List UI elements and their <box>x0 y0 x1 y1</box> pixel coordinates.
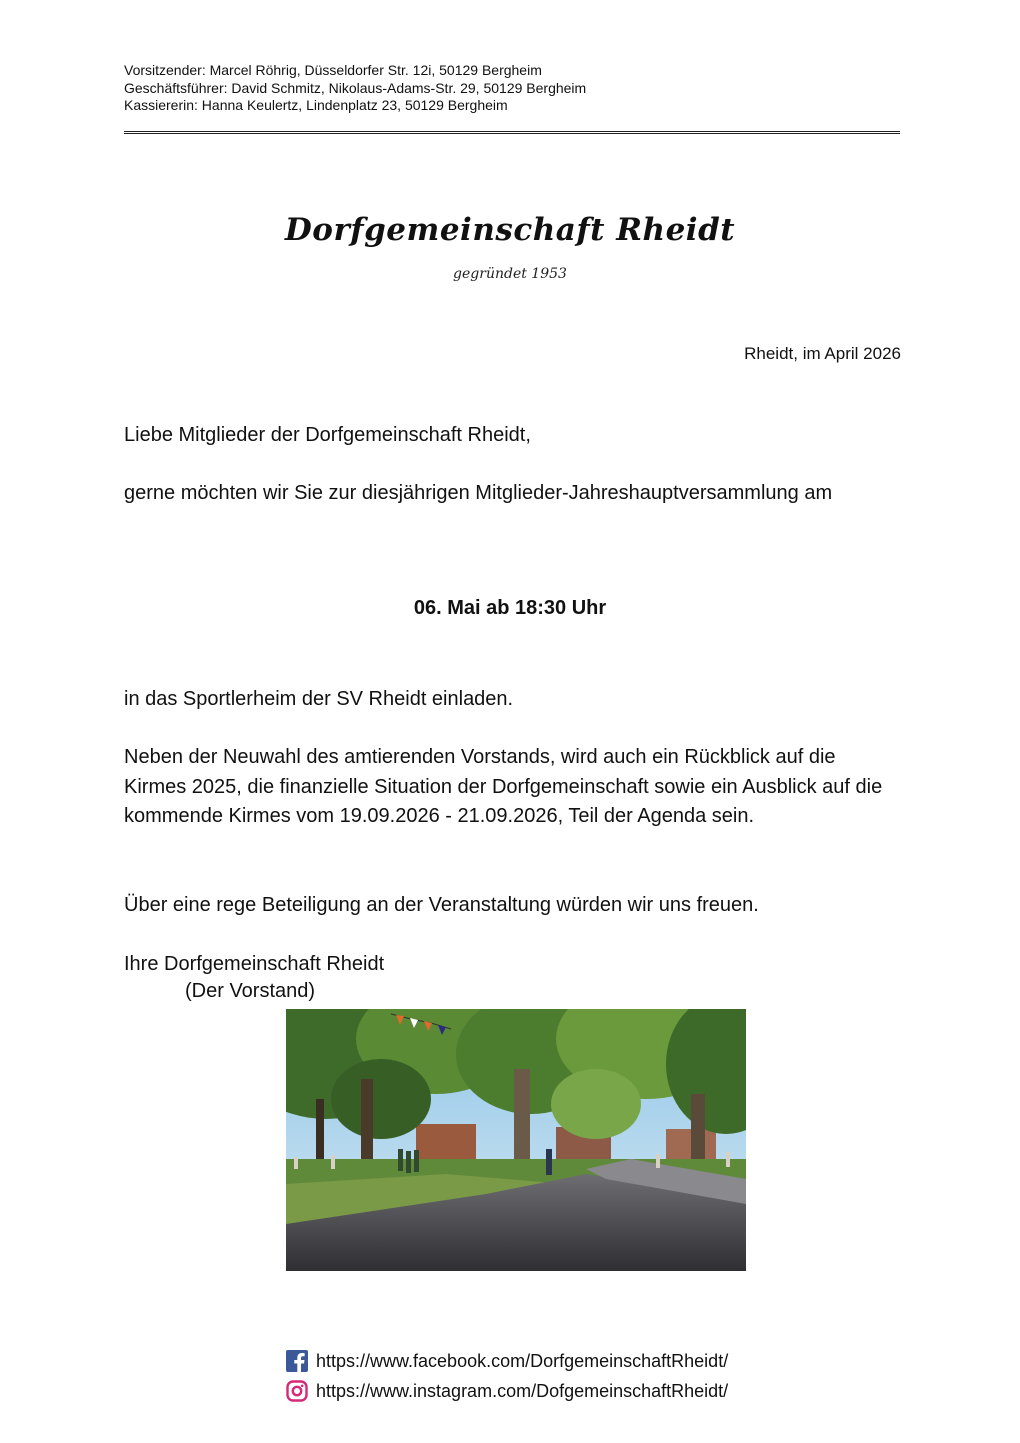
header-divider <box>124 131 900 134</box>
event-date: 06. Mai ab 18:30 Uhr <box>413 597 607 619</box>
greeting: Liebe Mitglieder der Dorfgemeinschaft Rheidt, <box>124 424 531 446</box>
association-title: Dorfgemeinschaft Rheidt <box>284 212 736 248</box>
location-paragraph: in das Sportlerheim der SV Rheidt einladen. <box>124 688 514 710</box>
instagram-link-row <box>286 1380 728 1402</box>
treasurer-line: Kassiererin: Hanna Keulertz, Lindenplatz 23, 50129 Bergheim <box>124 97 508 113</box>
facebook-url[interactable]: https://www.facebook.com/DorfgemeinschaftRheidt/ <box>316 1350 729 1371</box>
manager-line: Geschäftsführer: David Schmitz, Nikolaus-Adams-Str. 29, 50129 Bergheim <box>124 79 587 96</box>
closing-paragraph: Über eine rege Beteiligung an der Veranstaltung würden wir uns freuen. <box>124 894 759 916</box>
letter-date: Rheidt, im April 2026 <box>744 344 901 363</box>
instagram-icon <box>286 1380 308 1402</box>
founded-subtitle: gegründet 1953 <box>453 266 567 282</box>
sign-off: Ihre Dorfgemeinschaft Rheidt <box>124 953 385 975</box>
kirmes-panorama-photo <box>286 1009 746 1271</box>
invitation-paragraph: gerne möchten wir Sie zur diesjährigen Mitglieder-Jahreshauptversammlung am <box>124 482 833 504</box>
agenda-paragraph: Neben der Neuwahl des amtierenden Vorstands, wird auch ein Rückblick auf die Kirmes 2025, die finanzielle Situation der Dorfgemeinschaft sowie ein Ausblick auf die kommende Kirmes vom 19.09.2026 - 21.09.2026, Teil der Agenda sein. <box>124 746 883 827</box>
instagram-url[interactable]: https://www.instagram.com/DofgemeinschaftRheidt/ <box>316 1380 729 1401</box>
facebook-link-row <box>286 1350 728 1372</box>
board-contact-block <box>124 62 586 115</box>
facebook-icon <box>286 1350 308 1372</box>
chairman-line: Vorsitzender: Marcel Röhrig, Düsseldorfer Str. 12i, 50129 Bergheim <box>124 62 542 78</box>
signatory: (Der Vorstand) <box>185 980 316 1002</box>
